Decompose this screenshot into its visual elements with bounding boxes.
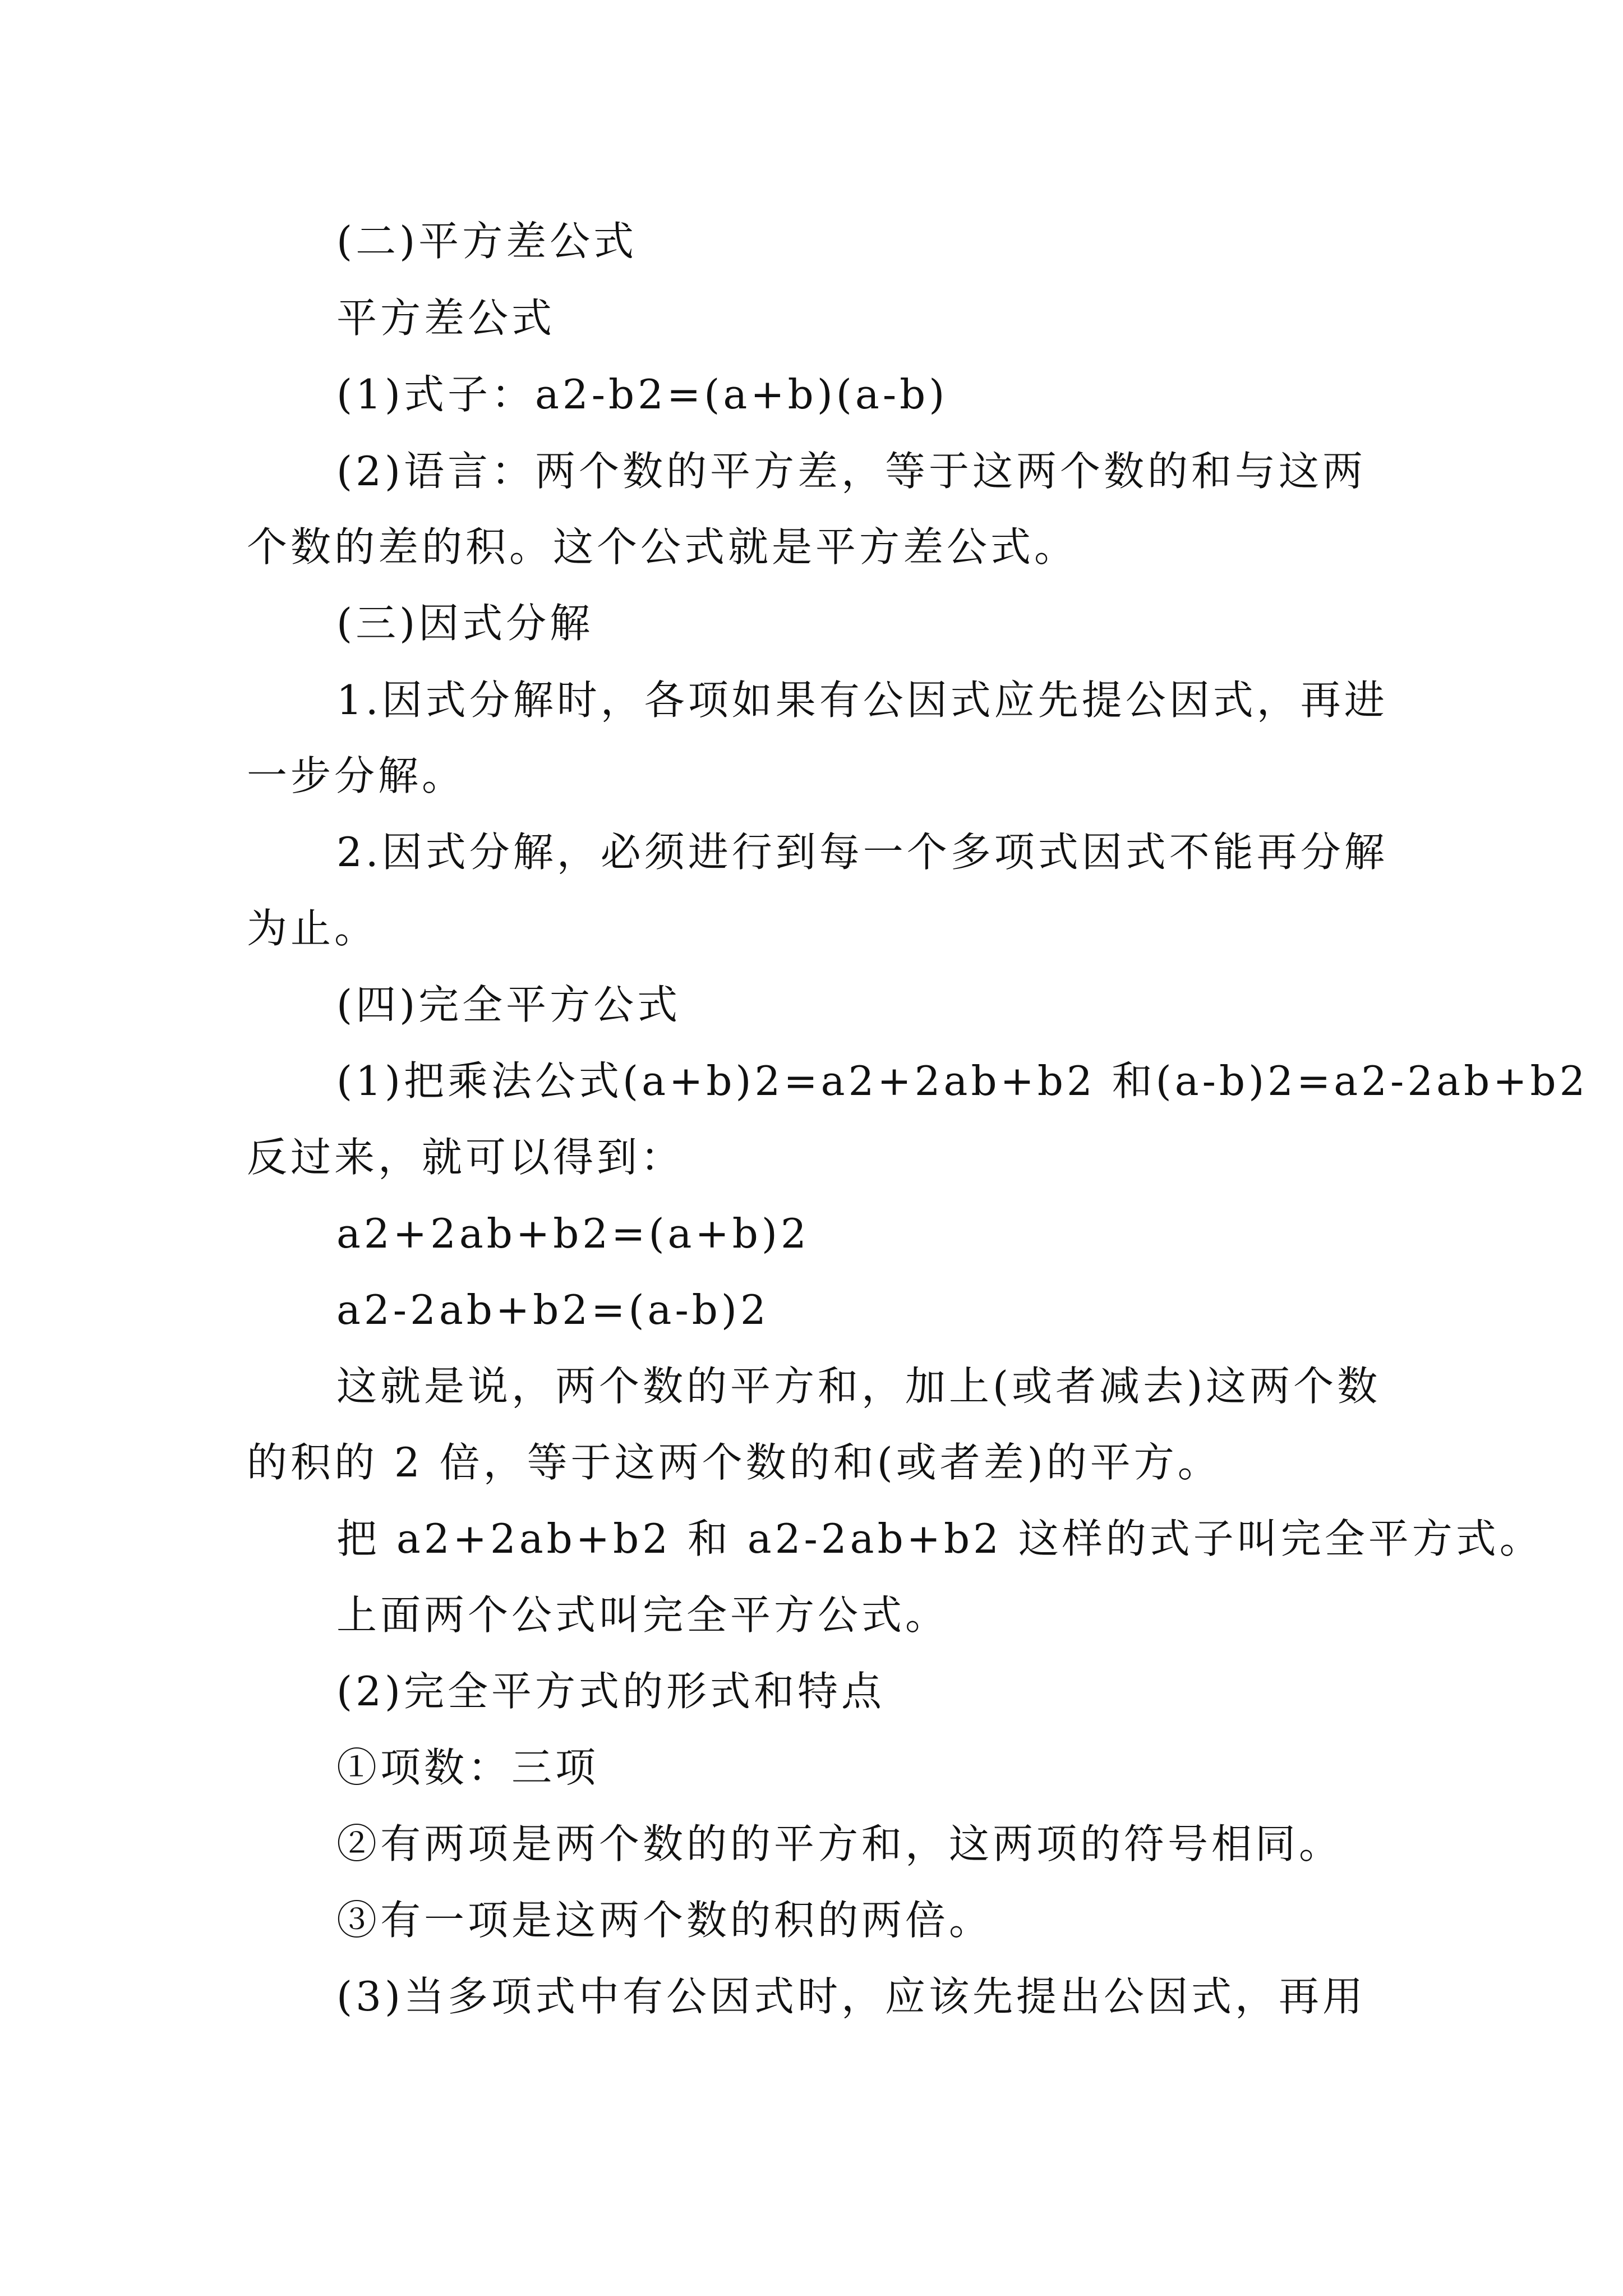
factorization-rule-2-cont: 为止。 bbox=[247, 905, 379, 952]
feature-2: ②有两项是两个数的的平方和，这两项的符号相同。 bbox=[336, 1820, 1343, 1867]
heading-factorization: (三)因式分解 bbox=[336, 600, 594, 647]
feature-3: ③有一项是这两个数的积的两倍。 bbox=[336, 1897, 993, 1944]
factorization-rule-1: 1.因式分解时，各项如果有公因式应先提公因式，再进 bbox=[336, 677, 1388, 724]
formula-expression: (1)式子：a2-b2=(a+b)(a-b) bbox=[336, 371, 948, 418]
factorization-rule-2: 2.因式分解，必须进行到每一个多项式因式不能再分解 bbox=[336, 829, 1388, 876]
perfect-square-formula-1: a2+2ab+b2=(a+b)2 bbox=[336, 1210, 810, 1257]
perfect-square-intro-cont: 反过来，就可以得到： bbox=[247, 1134, 685, 1181]
perfect-square-intro: (1)把乘法公式(a+b)2=a2+2ab+b2 和(a-b)2=a2-2ab+b2 bbox=[336, 1057, 1589, 1105]
subheading-difference-of-squares: 平方差公式 bbox=[336, 295, 556, 342]
perfect-square-explanation-cont: 的积的 2 倍，等于这两个数的和(或者差)的平方。 bbox=[247, 1439, 1221, 1486]
language-description: (2)语言：两个数的平方差，等于这两个数的和与这两 bbox=[336, 448, 1366, 495]
heading-perfect-square: (四)完全平方公式 bbox=[336, 981, 681, 1028]
perfect-square-formula-name: 上面两个公式叫完全平方公式。 bbox=[336, 1591, 949, 1639]
language-description-cont: 个数的差的积。这个公式就是平方差公式。 bbox=[247, 523, 1078, 570]
heading-difference-of-squares: (二)平方差公式 bbox=[336, 218, 638, 265]
factorization-rule-1-cont: 一步分解。 bbox=[247, 752, 466, 799]
perfect-square-explanation: 这就是说，两个数的平方和，加上(或者减去)这两个数 bbox=[336, 1363, 1381, 1410]
feature-1: ①项数：三项 bbox=[336, 1744, 600, 1791]
heading-form-features: (2)完全平方式的形式和特点 bbox=[336, 1668, 885, 1715]
common-factor-note: (3)当多项式中有公因式时，应该先提出公因式，再用 bbox=[336, 1973, 1366, 2020]
perfect-square-definition: 把 a2+2ab+b2 和 a2-2ab+b2 这样的式子叫完全平方式。 bbox=[336, 1515, 1543, 1562]
perfect-square-formula-2: a2-2ab+b2=(a-b)2 bbox=[336, 1286, 769, 1333]
